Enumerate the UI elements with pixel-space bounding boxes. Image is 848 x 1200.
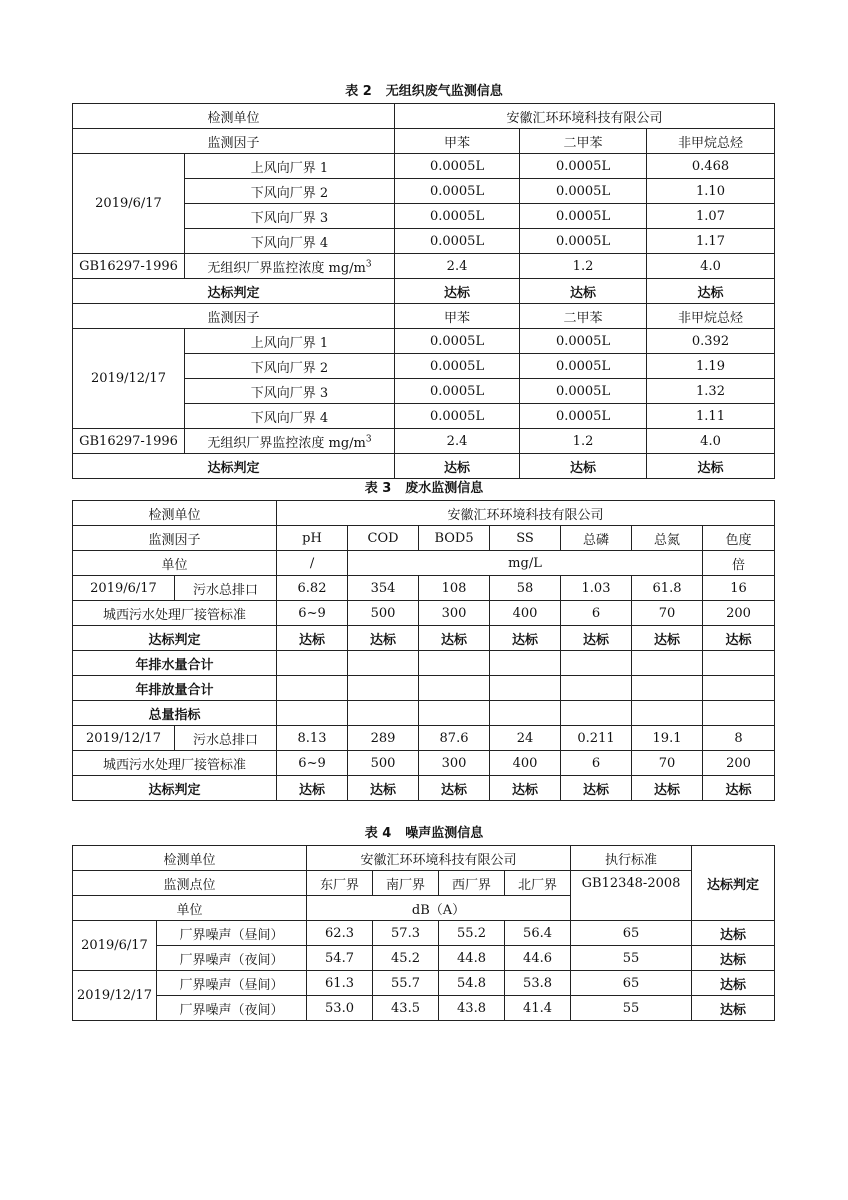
- t2-col-nmhc: 非甲烷总烃: [647, 304, 775, 329]
- t3-std-val: 6: [561, 751, 632, 776]
- t2-point: 下风向厂界 4: [185, 229, 395, 254]
- t3-total-index: 总量指标: [73, 701, 277, 726]
- t2-factor-label: 监测因子: [73, 304, 395, 329]
- t4-judge: 达标: [692, 946, 775, 971]
- table-row: [73, 576, 775, 601]
- table-row: [73, 329, 775, 354]
- t3-unit-mgl: mg/L: [348, 551, 703, 576]
- t3-empty: [490, 651, 561, 676]
- t2-date: 2019/6/17: [73, 154, 185, 254]
- t4-units-label: 单位: [73, 896, 307, 921]
- t4-cell: 55.2: [439, 921, 505, 946]
- t3-cell: 354: [348, 576, 419, 601]
- t3-unit-label: 检测单位: [73, 501, 277, 526]
- t3-judge-val: 达标: [561, 626, 632, 651]
- table-row: [73, 551, 775, 576]
- t3-judge-val: 达标: [490, 626, 561, 651]
- t2-judge-val: 达标: [520, 279, 647, 304]
- t4-point-label: 监测点位: [73, 871, 307, 896]
- t3-empty: [348, 701, 419, 726]
- t3-std-val: 6: [561, 601, 632, 626]
- t3-judge-val: 达标: [348, 626, 419, 651]
- t3-empty: [703, 651, 775, 676]
- table2-caption-number: 表 2: [345, 84, 372, 99]
- t2-point: 上风向厂界 1: [185, 154, 395, 179]
- t2-std-desc-text: 无组织厂界监控浓度 mg/m: [207, 260, 366, 276]
- table3-caption: [0, 481, 848, 497]
- t4-cell: 44.8: [439, 946, 505, 971]
- t3-judge-val: 达标: [632, 776, 703, 801]
- t3-empty: [632, 701, 703, 726]
- t4-cell: 44.6: [505, 946, 571, 971]
- t3-empty: [703, 701, 775, 726]
- t4-date: 2019/6/17: [73, 921, 157, 971]
- t3-judge-val: 达标: [419, 776, 490, 801]
- table3-caption-number: 表 3: [364, 481, 392, 496]
- t2-point: 下风向厂界 3: [185, 379, 395, 404]
- t3-cell: 6.82: [277, 576, 348, 601]
- t4-row-label: 厂界噪声（昼间）: [157, 971, 307, 996]
- t4-row-label: 厂界噪声（夜间）: [157, 946, 307, 971]
- t3-std-val: 300: [419, 751, 490, 776]
- t3-std-val: 70: [632, 751, 703, 776]
- t4-std: 65: [571, 971, 692, 996]
- table-row: [73, 304, 775, 329]
- t3-empty: [632, 676, 703, 701]
- t4-unit-label: 检测单位: [73, 846, 307, 871]
- t3-annual-emission: 年排放量合计: [73, 676, 277, 701]
- t3-cell: 61.8: [632, 576, 703, 601]
- t4-std: 55: [571, 946, 692, 971]
- t4-judge: 达标: [692, 971, 775, 996]
- t2-col-toluene: 甲苯: [395, 129, 520, 154]
- t3-cell: 24: [490, 726, 561, 751]
- t2-judge-val: 达标: [647, 279, 775, 304]
- table-row: [73, 501, 775, 526]
- t4-point: 东厂界: [307, 871, 373, 896]
- t2-col-xylene: 二甲苯: [520, 304, 647, 329]
- table4-caption: [0, 826, 848, 842]
- t3-judge-val: 达标: [348, 776, 419, 801]
- t3-empty: [561, 701, 632, 726]
- t2-std-val: 4.0: [647, 254, 775, 279]
- t2-judge-label: 达标判定: [73, 279, 395, 304]
- table-row: [73, 254, 775, 279]
- t3-std-val: 6~9: [277, 751, 348, 776]
- t2-cell: 1.17: [647, 229, 775, 254]
- t3-cell: 1.03: [561, 576, 632, 601]
- t3-unit-color: 倍: [703, 551, 775, 576]
- table-row: [73, 454, 775, 479]
- table2-caption: [0, 84, 848, 100]
- t2-std-val: 2.4: [395, 429, 520, 454]
- t2-std-desc: [185, 429, 395, 454]
- t4-judge-header: 达标判定: [692, 846, 775, 921]
- t2-std-val: 1.2: [520, 429, 647, 454]
- t3-date: 2019/6/17: [73, 576, 175, 601]
- t3-std-label: 城西污水处理厂接管标准: [73, 601, 277, 626]
- t2-std-val: 1.2: [520, 254, 647, 279]
- table2-exhaust-gas: [72, 103, 775, 479]
- t3-empty: [419, 701, 490, 726]
- t3-units-label: 单位: [73, 551, 277, 576]
- t2-point: 下风向厂界 2: [185, 179, 395, 204]
- t4-date: 2019/12/17: [73, 971, 157, 1021]
- t2-point: 下风向厂界 2: [185, 354, 395, 379]
- table4-caption-number: 表 4: [364, 826, 392, 841]
- t3-empty: [277, 676, 348, 701]
- t3-cell: 108: [419, 576, 490, 601]
- t4-exec-std-label: 执行标准: [571, 846, 692, 871]
- t2-cell: 1.10: [647, 179, 775, 204]
- t2-judge-val: 达标: [395, 279, 520, 304]
- t3-std-val: 500: [348, 601, 419, 626]
- table-row: [73, 129, 775, 154]
- t2-std-desc-text: 无组织厂界监控浓度 mg/m: [207, 435, 366, 451]
- t2-judge-val: 达标: [520, 454, 647, 479]
- table-row: [73, 726, 775, 751]
- t4-cell: 53.0: [307, 996, 373, 1021]
- t2-cell: 0.0005L: [520, 329, 647, 354]
- t3-empty: [561, 651, 632, 676]
- t3-empty: [632, 651, 703, 676]
- table3-wastewater: [72, 500, 775, 801]
- t3-col-header: 总磷: [561, 526, 632, 551]
- t4-point: 南厂界: [373, 871, 439, 896]
- t2-cell: 0.0005L: [395, 329, 520, 354]
- t2-std-desc-sup: 3: [365, 434, 372, 445]
- t4-row-label: 厂界噪声（昼间）: [157, 921, 307, 946]
- t3-empty: [277, 701, 348, 726]
- t2-cell: 0.0005L: [520, 179, 647, 204]
- t3-judge-val: 达标: [703, 776, 775, 801]
- table2-caption-title: 无组织废气监测信息: [385, 84, 503, 99]
- table-row: [73, 996, 775, 1021]
- t2-judge-val: 达标: [647, 454, 775, 479]
- t3-empty: [348, 651, 419, 676]
- t4-row-label: 厂界噪声（夜间）: [157, 996, 307, 1021]
- t3-std-val: 6~9: [277, 601, 348, 626]
- t2-std-desc: [185, 254, 395, 279]
- t2-col-xylene: 二甲苯: [520, 129, 647, 154]
- t2-cell: 1.19: [647, 354, 775, 379]
- t3-judge-val: 达标: [277, 626, 348, 651]
- t4-cell: 45.2: [373, 946, 439, 971]
- t2-unit-label: 检测单位: [73, 104, 395, 129]
- t3-judge-label: 达标判定: [73, 626, 277, 651]
- t2-cell: 0.0005L: [520, 229, 647, 254]
- t3-unit-value: 安徽汇环环境科技有限公司: [277, 501, 775, 526]
- t3-cell: 58: [490, 576, 561, 601]
- t2-cell: 0.0005L: [395, 154, 520, 179]
- t3-annual-water: 年排水量合计: [73, 651, 277, 676]
- table-row: [73, 104, 775, 129]
- t2-cell: 1.11: [647, 404, 775, 429]
- table-row: [73, 871, 775, 896]
- t3-empty: [277, 651, 348, 676]
- t4-cell: 57.3: [373, 921, 439, 946]
- table-row: [73, 676, 775, 701]
- t3-cell: 87.6: [419, 726, 490, 751]
- t3-outlet: 污水总排口: [175, 726, 277, 751]
- table-row: [73, 846, 775, 871]
- table-row: [73, 776, 775, 801]
- t3-date: 2019/12/17: [73, 726, 175, 751]
- t2-std-val: 2.4: [395, 254, 520, 279]
- table3-caption-title: 废水监测信息: [405, 481, 484, 496]
- t2-cell: 0.392: [647, 329, 775, 354]
- t3-judge-val: 达标: [419, 626, 490, 651]
- t2-cell: 0.0005L: [395, 179, 520, 204]
- t2-cell: 0.0005L: [520, 204, 647, 229]
- t3-judge-val: 达标: [632, 626, 703, 651]
- t2-cell: 0.0005L: [520, 354, 647, 379]
- t2-judge-val: 达标: [395, 454, 520, 479]
- t4-std: 65: [571, 921, 692, 946]
- t3-std-label: 城西污水处理厂接管标准: [73, 751, 277, 776]
- t2-judge-label: 达标判定: [73, 454, 395, 479]
- t2-cell: 1.32: [647, 379, 775, 404]
- t2-cell: 0.0005L: [520, 379, 647, 404]
- t2-cell: 0.0005L: [395, 354, 520, 379]
- t3-judge-val: 达标: [703, 626, 775, 651]
- t3-judge-val: 达标: [277, 776, 348, 801]
- table4-noise: [72, 845, 775, 1021]
- t3-col-header: 色度: [703, 526, 775, 551]
- t2-cell: 0.0005L: [395, 204, 520, 229]
- t3-empty: [561, 676, 632, 701]
- t2-cell: 0.468: [647, 154, 775, 179]
- t2-factor-label: 监测因子: [73, 129, 395, 154]
- table-row: [73, 971, 775, 996]
- t2-date: 2019/12/17: [73, 329, 185, 429]
- t3-col-header: 总氮: [632, 526, 703, 551]
- t3-cell: 0.211: [561, 726, 632, 751]
- table-row: [73, 701, 775, 726]
- t3-std-val: 300: [419, 601, 490, 626]
- t2-std-name: GB16297-1996: [73, 254, 185, 279]
- t3-std-val: 400: [490, 751, 561, 776]
- t4-unit-value: 安徽汇环环境科技有限公司: [307, 846, 571, 871]
- t4-cell: 56.4: [505, 921, 571, 946]
- t4-cell: 62.3: [307, 921, 373, 946]
- t4-cell: 41.4: [505, 996, 571, 1021]
- t3-empty: [419, 651, 490, 676]
- table-row: [73, 921, 775, 946]
- t2-col-toluene: 甲苯: [395, 304, 520, 329]
- t2-cell: 0.0005L: [520, 154, 647, 179]
- t3-unit-ph: /: [277, 551, 348, 576]
- t4-cell: 53.8: [505, 971, 571, 996]
- t4-std-code: GB12348-2008: [571, 871, 692, 921]
- t2-cell: 0.0005L: [395, 379, 520, 404]
- t3-empty: [419, 676, 490, 701]
- table-row: [73, 946, 775, 971]
- t2-cell: 1.07: [647, 204, 775, 229]
- t3-std-val: 400: [490, 601, 561, 626]
- t4-std: 55: [571, 996, 692, 1021]
- table-row: [73, 651, 775, 676]
- t2-point: 上风向厂界 1: [185, 329, 395, 354]
- t4-cell: 61.3: [307, 971, 373, 996]
- t2-cell: 0.0005L: [395, 229, 520, 254]
- t4-judge: 达标: [692, 921, 775, 946]
- t2-std-val: 4.0: [647, 429, 775, 454]
- t4-cell: 43.8: [439, 996, 505, 1021]
- t3-col-header: COD: [348, 526, 419, 551]
- table-row: [73, 154, 775, 179]
- t3-outlet: 污水总排口: [175, 576, 277, 601]
- t3-factor-label: 监测因子: [73, 526, 277, 551]
- t2-point: 下风向厂界 4: [185, 404, 395, 429]
- t2-std-name: GB16297-1996: [73, 429, 185, 454]
- t2-unit-value: 安徽汇环环境科技有限公司: [395, 104, 775, 129]
- t2-cell: 0.0005L: [395, 404, 520, 429]
- t3-empty: [703, 676, 775, 701]
- table4-caption-title: 噪声监测信息: [405, 826, 484, 841]
- table-row: [73, 751, 775, 776]
- t3-col-header: BOD5: [419, 526, 490, 551]
- t3-cell: 289: [348, 726, 419, 751]
- t3-empty: [490, 701, 561, 726]
- t4-cell: 55.7: [373, 971, 439, 996]
- t4-cell: 54.8: [439, 971, 505, 996]
- t3-col-header: pH: [277, 526, 348, 551]
- table-row: [73, 601, 775, 626]
- t3-empty: [348, 676, 419, 701]
- t3-std-val: 200: [703, 751, 775, 776]
- t3-empty: [490, 676, 561, 701]
- t3-std-val: 70: [632, 601, 703, 626]
- t3-std-val: 500: [348, 751, 419, 776]
- t3-judge-label: 达标判定: [73, 776, 277, 801]
- t4-point: 北厂界: [505, 871, 571, 896]
- t4-point: 西厂界: [439, 871, 505, 896]
- t3-std-val: 200: [703, 601, 775, 626]
- t4-cell: 43.5: [373, 996, 439, 1021]
- t4-cell: 54.7: [307, 946, 373, 971]
- table-row: [73, 279, 775, 304]
- t4-unit-db: dB（A）: [307, 896, 571, 921]
- t2-cell: 0.0005L: [520, 404, 647, 429]
- t3-cell: 19.1: [632, 726, 703, 751]
- t2-std-desc-sup: 3: [365, 259, 372, 270]
- table-row: [73, 429, 775, 454]
- t3-judge-val: 达标: [561, 776, 632, 801]
- t2-point: 下风向厂界 3: [185, 204, 395, 229]
- t3-col-header: SS: [490, 526, 561, 551]
- t3-cell: 8.13: [277, 726, 348, 751]
- t3-cell: 8: [703, 726, 775, 751]
- table-row: [73, 626, 775, 651]
- t3-judge-val: 达标: [490, 776, 561, 801]
- t3-cell: 16: [703, 576, 775, 601]
- table-row: [73, 526, 775, 551]
- t4-judge: 达标: [692, 996, 775, 1021]
- t2-col-nmhc: 非甲烷总烃: [647, 129, 775, 154]
